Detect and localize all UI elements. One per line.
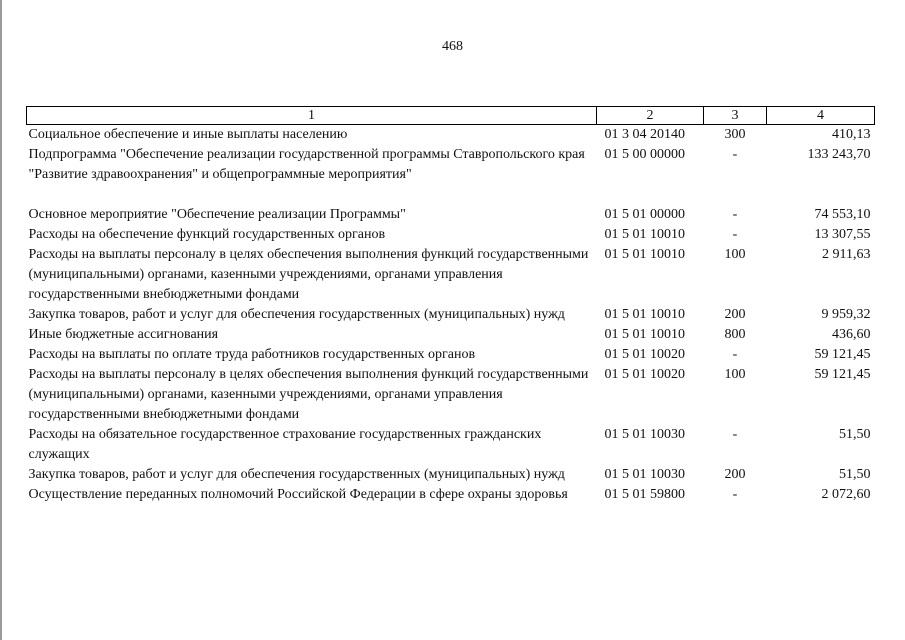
table-row [27, 485, 875, 505]
row-amount: 59 121,45 [814, 367, 871, 382]
budget-table [26, 106, 875, 505]
row-expense-type: - [732, 227, 738, 242]
row-amount: 13 307,55 [814, 227, 871, 242]
row-expense-type: 300 [724, 127, 746, 142]
scan-edge-line [0, 0, 2, 640]
row-name: Основное мероприятие "Обеспечение реализации Программы" [28, 207, 406, 222]
table-row [27, 325, 875, 345]
row-code: 01 5 00 00000 [604, 147, 685, 162]
row-code: 01 5 01 10010 [604, 307, 685, 322]
page-number: 468 [442, 39, 463, 54]
row-expense-type: - [732, 147, 738, 162]
row-expense-type: 200 [724, 467, 746, 482]
row-code: 01 5 01 10010 [604, 227, 685, 242]
row-expense-type: - [732, 207, 738, 222]
row-expense-type: - [732, 427, 738, 442]
table-row [27, 465, 875, 485]
column-header-2: 2 [597, 107, 704, 125]
row-name: Закупка товаров, работ и услуг для обеспечения государственных (муниципальных) нужд [28, 307, 565, 322]
row-expense-type: 100 [724, 247, 746, 262]
row-code: 01 5 01 10020 [604, 367, 685, 382]
row-code: 01 5 01 10020 [604, 347, 685, 362]
row-code: 01 5 01 10010 [604, 327, 685, 342]
row-code: 01 5 01 00000 [604, 207, 685, 222]
table-row [27, 305, 875, 325]
table-header-row [27, 107, 875, 125]
row-name: Закупка товаров, работ и услуг для обеспечения государственных (муниципальных) нужд [28, 467, 565, 482]
row-code: 01 5 01 59800 [604, 487, 685, 502]
row-amount: 51,50 [839, 467, 871, 482]
table-row [27, 425, 875, 465]
row-amount: 51,50 [839, 427, 871, 442]
row-name: Иные бюджетные ассигнования [28, 327, 219, 342]
row-code: 01 5 01 10030 [604, 427, 685, 442]
spacer-row [27, 185, 875, 205]
row-name: Расходы на обязательное государственное страхование государственных гражданских служащих [28, 427, 542, 462]
column-header-3: 3 [704, 107, 767, 125]
table-row [27, 345, 875, 365]
column-header-1: 1 [27, 107, 597, 125]
row-name: Подпрограмма "Обеспечение реализации государственной программы Ставропольского края "Развитие здравоохранения" и общепрограммные мероприятия" [28, 147, 585, 182]
row-name: Осуществление переданных полномочий Российской Федерации в сфере охраны здоровья [28, 487, 568, 502]
column-header-4: 4 [767, 107, 875, 125]
row-name: Расходы на выплаты персоналу в целях обеспечения выполнения функций государственными (муниципальными) органами, казенными учреждениями, органами управления государственными внебюджетными фондами [28, 367, 589, 422]
row-name: Расходы на выплаты персоналу в целях обеспечения выполнения функций государственными (муниципальными) органами, казенными учреждениями, органами управления государственными внебюджетными фондами [28, 247, 589, 302]
row-code: 01 3 04 20140 [604, 127, 685, 142]
row-amount: 410,13 [832, 127, 871, 142]
table-row [27, 125, 875, 146]
row-amount: 2 911,63 [822, 247, 871, 262]
table-row [27, 205, 875, 225]
row-code: 01 5 01 10030 [604, 467, 685, 482]
row-name: Расходы на обеспечение функций государственных органов [28, 227, 386, 242]
row-expense-type: 800 [724, 327, 746, 342]
row-amount: 9 959,32 [821, 307, 871, 322]
row-expense-type: 100 [724, 367, 746, 382]
row-amount: 436,60 [832, 327, 871, 342]
row-expense-type: 200 [724, 307, 746, 322]
spacer-cell [27, 185, 875, 205]
table-row [27, 365, 875, 425]
row-amount: 2 072,60 [821, 487, 871, 502]
table-row [27, 245, 875, 305]
row-expense-type: - [732, 347, 738, 362]
row-amount: 59 121,45 [814, 347, 871, 362]
table-row [27, 225, 875, 245]
row-amount: 133 243,70 [807, 147, 871, 162]
row-amount: 74 553,10 [814, 207, 871, 222]
table-row [27, 145, 875, 185]
row-name: Социальное обеспечение и иные выплаты населению [28, 127, 348, 142]
row-code: 01 5 01 10010 [604, 247, 685, 262]
row-expense-type: - [732, 487, 738, 502]
row-name: Расходы на выплаты по оплате труда работников государственных органов [28, 347, 476, 362]
